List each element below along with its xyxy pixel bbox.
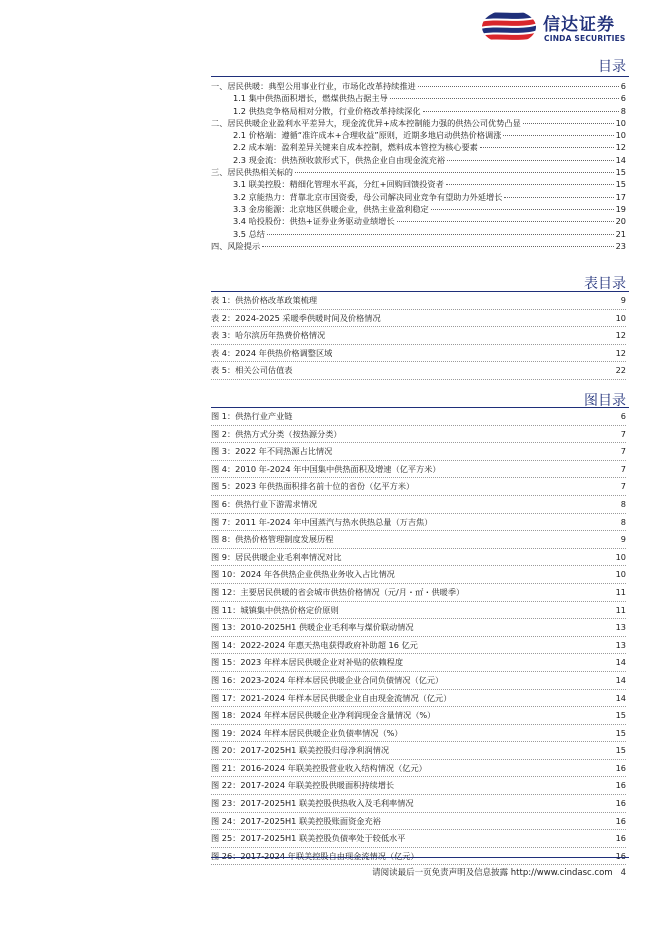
figure-entry-page: 7 [620,446,626,457]
toc-divider [211,76,629,77]
figure-entry-page: 8 [620,498,626,509]
toc-entry-page: 23 [615,240,626,251]
dot-leader [523,123,614,124]
figure-entry[interactable] [211,584,626,602]
table-entry-page: 9 [620,295,626,305]
figure-entry-page: 7 [620,463,626,474]
figures-list [211,408,626,865]
figure-entry-text: 图 22：2017-2024 年联美控股供暖面积持续增长 [211,780,395,791]
figure-entry[interactable] [211,742,626,760]
figure-entry-page: 14 [615,657,626,668]
toc-entry-page: 20 [615,216,626,227]
table-entry-text: 表 5：相关公司估值表 [211,365,293,376]
table-entry-page: 10 [615,312,626,323]
figure-entry[interactable] [211,725,626,743]
dot-leader [480,147,614,148]
figure-entry-page: 15 [615,745,626,756]
dot-leader [390,98,619,99]
figure-entry-text: 图 18：2024 年样本居民供暖企业净利润现金含量情况（%） [211,710,436,721]
figure-entry[interactable] [211,549,626,567]
tables-title: 表目录 [584,276,626,292]
brand-name-cn: 信达证券 [543,15,615,35]
table-entry-text: 表 1：供热价格改革政策梳理 [211,295,318,305]
figure-entry[interactable] [211,619,626,637]
toc-entry[interactable] [211,228,626,240]
figure-entry[interactable] [211,654,626,672]
dot-leader [504,197,613,198]
figure-entry-page: 6 [620,411,626,421]
toc-entry-page: 21 [615,228,626,239]
figure-entry[interactable] [211,637,626,655]
toc-entry[interactable] [211,117,626,129]
table-entry-text: 表 2：2024-2025 采暖季供暖时间及价格情况 [211,312,381,323]
dot-leader [447,160,613,161]
toc-entry-text: 1.2 供热竞争格局相对分散，行业价格改革持续深化 [233,105,421,116]
footer-divider [211,857,629,858]
figure-entry[interactable] [211,514,626,532]
toc-entry-page: 19 [615,203,626,214]
figure-entry-page: 13 [615,622,626,633]
figure-entry-text: 图 5：2023 年供热面积排名前十位的省份（亿平方米） [211,481,415,492]
toc-entry-text: 3.2 京能热力：背靠北京市国资委，母公司解决同业竞争有望助力外延增长 [233,191,503,202]
toc-entry[interactable] [211,166,626,178]
figure-entry-page: 11 [615,604,626,615]
toc-entry-text: 3.5 总结 [233,228,265,239]
dot-leader [423,111,619,112]
table-entry[interactable] [211,310,626,328]
figure-entry-text: 图 9：居民供暖企业毛利率情况对比 [211,551,342,562]
figure-entry-text: 图 6：供热行业下游需求情况 [211,498,318,509]
figure-entry[interactable] [211,830,626,848]
figure-entry[interactable] [211,443,626,461]
toc-entry-page: 15 [615,179,626,190]
figure-entry[interactable] [211,566,626,584]
figure-entry-page: 7 [620,481,626,492]
toc-entry[interactable] [211,178,626,190]
figure-entry-page: 15 [615,710,626,721]
toc-entry-page: 15 [615,167,626,178]
toc-entry-page: 14 [615,154,626,165]
figure-entry-text: 图 17：2021-2024 年样本居民供暖企业自由现金流情况（亿元） [211,692,452,703]
figure-entry-page: 10 [615,569,626,580]
dot-leader [295,172,614,173]
toc-entry-text: 四、风险提示 [211,240,261,251]
figure-entry-text: 图 14：2022-2024 年惠天热电获得政府补助超 16 亿元 [211,639,418,650]
toc-entry-page: 6 [620,81,626,91]
toc-entry-page: 12 [615,142,626,153]
figure-entry[interactable] [211,531,626,549]
figure-entry[interactable] [211,426,626,444]
figure-entry[interactable] [211,602,626,620]
toc-entry[interactable] [211,203,626,215]
figure-entry-text: 图 25：2017-2025H1 联美控股负债率处于较低水平 [211,833,406,844]
toc-entry[interactable] [211,240,626,252]
table-entry-page: 12 [615,330,626,341]
figure-entry[interactable] [211,478,626,496]
figure-entry-text: 图 4：2010 年-2024 年中国集中供热面积及增速（亿平方米） [211,463,441,474]
figures-title: 图目录 [584,393,626,409]
toc-entry-text: 2.3 现金流：供热预收款形式下，供热企业自由现金流充裕 [233,154,446,165]
figure-entry-text: 图 12：主要居民供暖的省会城市供热价格情况（元/月・㎡・供暖季） [211,586,465,597]
figure-entry-text: 图 13：2010-2025H1 供暖企业毛利率与煤价联动情况 [211,622,414,633]
toc-entry-text: 1.1 集中供热面积增长，燃煤供热占据主导 [233,93,388,104]
toc-entry[interactable] [211,80,626,92]
figure-entry-page: 9 [620,534,626,545]
dot-leader [397,221,614,222]
figure-entry-text: 图 24：2017-2025H1 联美控股账面资金充裕 [211,815,381,826]
figure-entry-text: 图 10：2024 年各供热企业供热业务收入占比情况 [211,569,395,580]
figure-entry[interactable] [211,795,626,813]
figure-entry[interactable] [211,461,626,479]
figure-entry-page: 10 [615,551,626,562]
toc-entry-text: 一、居民供暖：典型公用事业行业，市场化改革持续推进 [211,81,416,91]
toc-entry-text: 三、居民供热相关标的 [211,167,293,178]
toc-list [211,80,626,252]
figure-entry-page: 14 [615,692,626,703]
brand-name-en: CINDA SECURITIES [544,34,626,43]
toc-entry-page: 10 [615,117,626,128]
toc-entry-text: 2.1 价格端：遵循“准许成本+合理收益”原则，近期多地启动供热价格调涨 [233,130,502,141]
figure-entry-page: 16 [615,815,626,826]
toc-entry-text: 二、居民供暖企业盈利水平差异大，现金流优异+成本控制能力强的供热公司优势凸显 [211,117,521,128]
toc-entry[interactable] [211,92,626,104]
dot-leader [418,86,619,87]
figure-entry[interactable] [211,690,626,708]
figure-entry-page: 11 [615,586,626,597]
figure-entry-page: 16 [615,850,626,861]
figure-entry[interactable] [211,408,626,426]
figure-entry-text: 图 21：2016-2024 年联美控股营业收入结构情况（亿元） [211,762,427,773]
figure-entry-page: 14 [615,674,626,685]
toc-entry[interactable] [211,129,626,141]
dot-leader [267,234,614,235]
figure-entry[interactable] [211,672,626,690]
footer-disclaimer[interactable]: 请阅读最后一页免责声明及信息披露 http://www.cindasc.com [372,868,613,878]
toc-entry[interactable] [211,191,626,203]
figure-entry-page: 16 [615,833,626,844]
table-entry-page: 12 [615,347,626,358]
toc-entry-text: 2.2 成本端：盈利差异关键来自成本控制，燃料成本管控为核心要素 [233,142,478,153]
toc-entry-page: 8 [620,105,626,116]
figure-entry[interactable] [211,760,626,778]
figure-entry-page: 8 [620,516,626,527]
page-number: 4 [620,868,626,878]
figure-entry-text: 图 19：2024 年样本居民供暖企业负债率情况（%） [211,727,403,738]
toc-entry-page: 10 [615,130,626,141]
figure-entry-text: 图 11：城镇集中供热价格定价原则 [211,604,339,615]
figure-entry[interactable] [211,707,626,725]
figure-entry-text: 图 7：2011 年-2024 年中国蒸汽与热水供热总量（万吉焦） [211,516,433,527]
table-entry[interactable] [211,292,626,310]
toc-entry-text: 3.1 联美控股：精细化管理水平高，分红+回购回馈投资者 [233,179,444,190]
figure-entry-page: 7 [620,428,626,439]
dot-leader [503,135,613,136]
figure-entry-page: 16 [615,798,626,809]
toc-title: 目录 [598,59,626,75]
dot-leader [446,184,614,185]
figure-entry-text: 图 26：2017-2024 年联美控股自由现金流情况（亿元） [211,850,419,861]
figure-entry-text: 图 15：2023 年样本居民供暖企业对补贴的依赖程度 [211,657,404,668]
figure-entry[interactable] [211,496,626,514]
toc-entry[interactable] [211,154,626,166]
figure-entry[interactable] [211,777,626,795]
figure-entry[interactable] [211,813,626,831]
tables-list [211,292,626,380]
page-footer [211,866,626,878]
toc-entry[interactable] [211,141,626,153]
figure-entry-text: 图 3：2022 年不同热源占比情况 [211,446,333,457]
dot-leader [262,246,613,247]
report-header [0,0,662,52]
table-entry[interactable] [211,362,626,380]
figure-entry-text: 图 8：供热价格管理制度发展历程 [211,534,334,545]
figure-entry-text: 图 20：2017-2025H1 联美控股归母净利润情况 [211,745,390,756]
toc-entry-text: 3.3 金房能源：北京地区供暖企业，供热主业盈利稳定 [233,203,429,214]
table-entry[interactable] [211,345,626,363]
figure-entry-text: 图 2：供热方式分类（按热源分类） [211,428,342,439]
figure-entry-text: 图 16：2023-2024 年样本居民供暖企业合同负债情况（亿元） [211,674,444,685]
toc-entry-page: 17 [615,191,626,202]
figure-entry-text: 图 1：供热行业产业链 [211,411,293,421]
dot-leader [431,209,614,210]
toc-entry-text: 3.4 哈投股份：供热+证券业务驱动业绩增长 [233,216,395,227]
cinda-logo-icon [480,8,538,46]
toc-entry-page: 6 [620,93,626,104]
figure-entry-page: 16 [615,762,626,773]
table-entry-page: 22 [615,365,626,376]
figure-entry-page: 16 [615,780,626,791]
toc-entry[interactable] [211,215,626,227]
figure-entry-page: 13 [615,639,626,650]
table-entry-text: 表 4：2024 年供热价格调整区域 [211,347,333,358]
table-entry-text: 表 3：哈尔滨历年热费价格情况 [211,330,326,341]
figure-entry-text: 图 23：2017-2025H1 联美控股供热收入及毛利率情况 [211,798,414,809]
figure-entry-page: 15 [615,727,626,738]
table-entry[interactable] [211,327,626,345]
toc-entry[interactable] [211,105,626,117]
